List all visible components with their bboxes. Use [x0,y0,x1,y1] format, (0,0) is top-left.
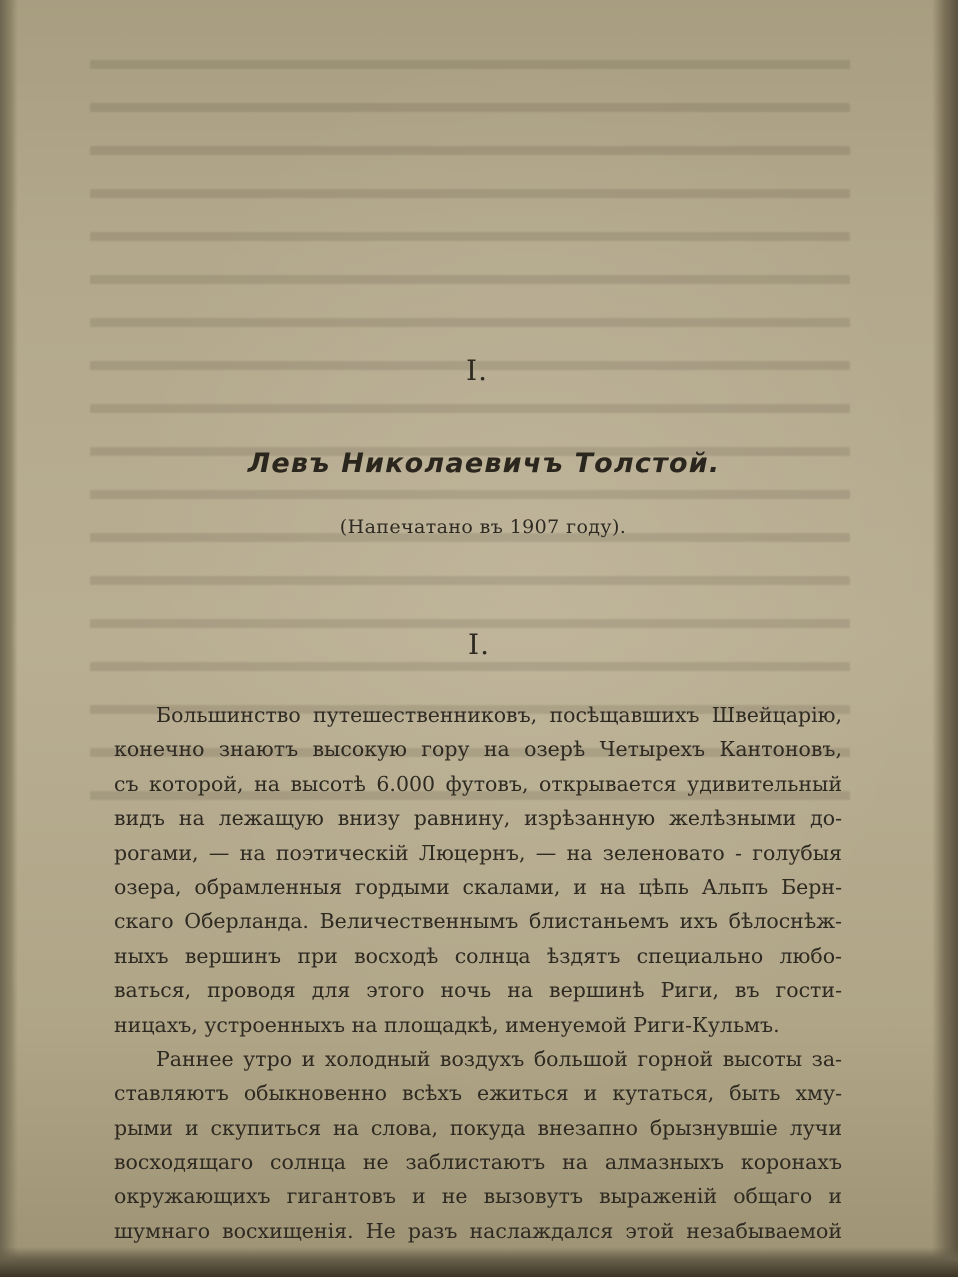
text-line: съ которой, на высотѣ 6.000 футовъ, открывается удивительный [114,771,842,796]
text-line: скаго Оберланда. Величественнымъ блистаньемъ ихъ бѣлоснѣж- [114,909,842,934]
text-line: ныхъ вершинъ при восходѣ солнца ѣздятъ специально любо- [114,943,842,968]
chapter-subtitle: (Напечатано въ 1907 году). [339,516,627,538]
text-line: конечно знаютъ высокую гору на озерѣ Четырехъ Кантоновъ, [114,737,842,762]
body-text [114,698,842,1248]
text-line: рыми и скупиться на слова, покуда внезапно брызнувшіе лучи [114,1115,842,1140]
text-line: восходящаго солнца не заблистаютъ на алмазныхъ коронахъ [114,1150,842,1175]
text-line: ставляютъ обыкновенно всѣхъ ежиться и кутаться, быть хму- [114,1081,842,1106]
page-bottom-edge [0,1247,958,1277]
text-line: рогами, — на поэтическій Люцернъ, — на зеленовато - голубыя [114,840,842,865]
chapter-title: Левъ Николаевичъ Толстой. [247,448,721,479]
text-line: окружающихъ гигантовъ и не вызовутъ выраженій общаго и [114,1184,842,1209]
section-numeral: I. [468,628,490,661]
text-line: Раннее утро и холодный воздухъ большой горной высоты за- [156,1046,842,1071]
text-line: ницахъ, устроенныхъ на площадкѣ, именуемой Риги-Кульмъ. [114,1012,780,1037]
text-line: ваться, проводя для этого ночь на вершинѣ Риги, въ гости- [114,978,842,1003]
text-line: шумнаго восхищенія. Не разъ наслаждался этой незабываемой [114,1218,842,1243]
chapter-numeral: I. [466,354,488,387]
text-line: видъ на лежащую внизу равнину, изрѣзанную желѣзными до- [114,806,842,831]
text-line: Большинство путешественниковъ, посѣщавшихъ Швейцарію, [156,703,842,727]
text-line: озера, обрамленныя гордыми скалами, и на цѣпь Альпъ Берн- [114,874,842,899]
